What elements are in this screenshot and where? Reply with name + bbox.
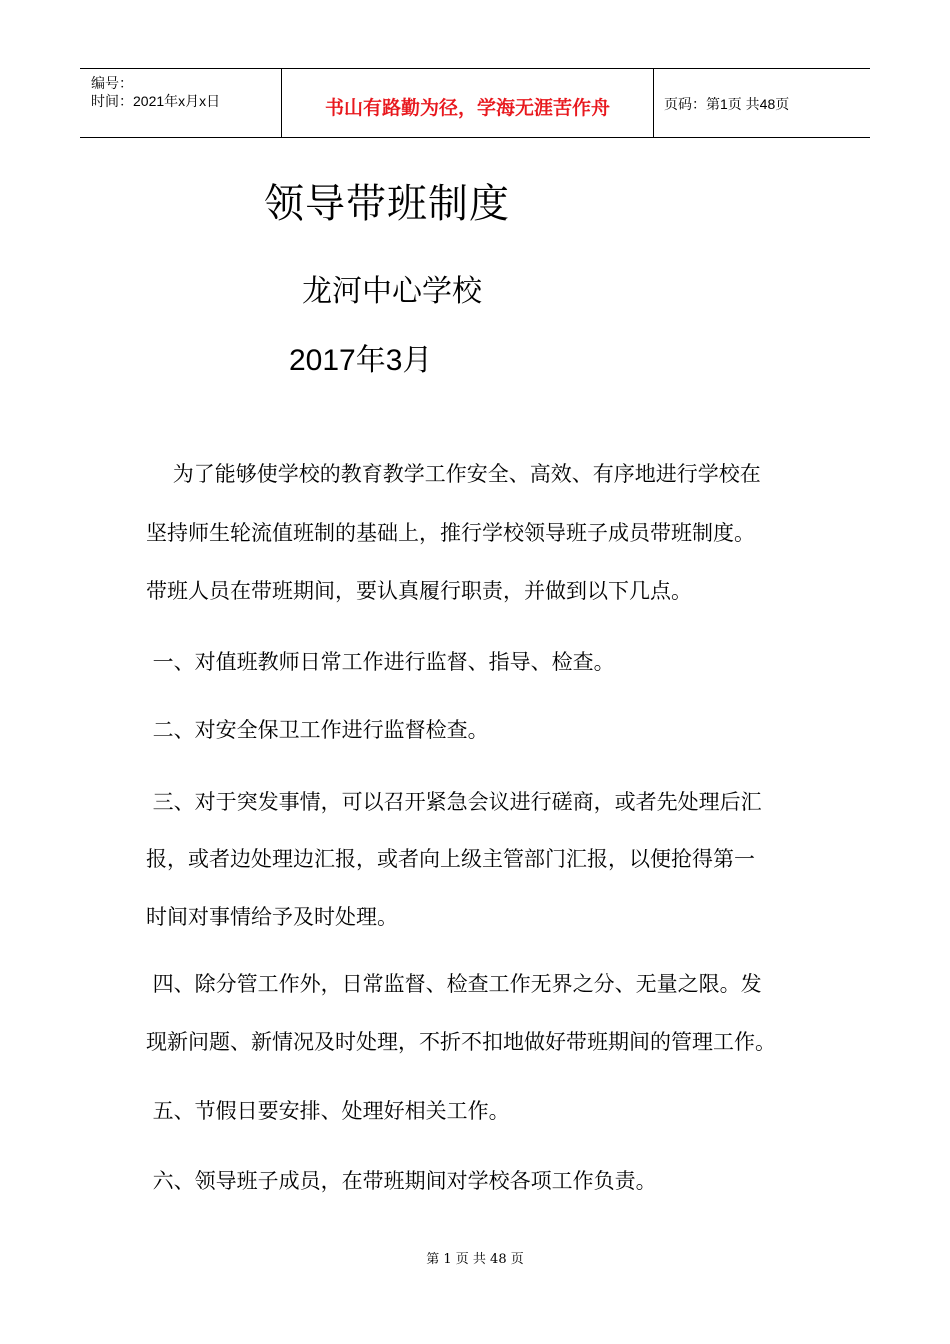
- body-line: 四、除分管工作外，日常监督、检查工作无界之分、无量之限。发: [146, 972, 762, 996]
- body-line: 坚持师生轮流值班制的基础上，推行学校领导班子成员带班制度。: [146, 521, 755, 545]
- document-date: 2017年3月: [289, 344, 433, 377]
- number-label: 编号：: [91, 75, 133, 91]
- body-line: 为了能够使学校的教育教学工作安全、高效、有序地进行学校在: [146, 462, 761, 486]
- document-header-table: [80, 68, 870, 138]
- page-footer: 第 1 页 共 48 页: [426, 1252, 524, 1267]
- body-line: 三、对于突发事情，可以召开紧急会议进行磋商，或者先处理后汇: [146, 790, 762, 814]
- motto-text: 书山有路勤为径，学海无涯苦作舟: [324, 97, 610, 119]
- time-label: 时间：2021年x月x日: [91, 93, 221, 109]
- school-name: 龙河中心学校: [302, 274, 482, 309]
- body-line: 报，或者边处理边汇报，或者向上级主管部门汇报，以便抢得第一: [146, 847, 755, 871]
- body-line: 六、领导班子成员，在带班期间对学校各项工作负责。: [146, 1169, 657, 1193]
- body-line: 现新问题、新情况及时处理，不折不扣地做好带班期间的管理工作。: [146, 1030, 776, 1054]
- page-info: 页码：第1页 共48页: [664, 96, 790, 112]
- body-line: 一、对值班教师日常工作进行监督、指导、检查。: [146, 650, 615, 674]
- body-line: 二、对安全保卫工作进行监督检查。: [146, 718, 489, 742]
- body-line: 五、节假日要安排、处理好相关工作。: [146, 1099, 510, 1123]
- header-info-cell: [80, 69, 282, 137]
- header-page-cell: [654, 69, 870, 137]
- body-line: 带班人员在带班期间，要认真履行职责，并做到以下几点。: [146, 579, 692, 603]
- header-motto-cell: [282, 69, 654, 137]
- document-title: 领导带班制度: [264, 181, 510, 227]
- body-line: 时间对事情给予及时处理。: [146, 905, 398, 929]
